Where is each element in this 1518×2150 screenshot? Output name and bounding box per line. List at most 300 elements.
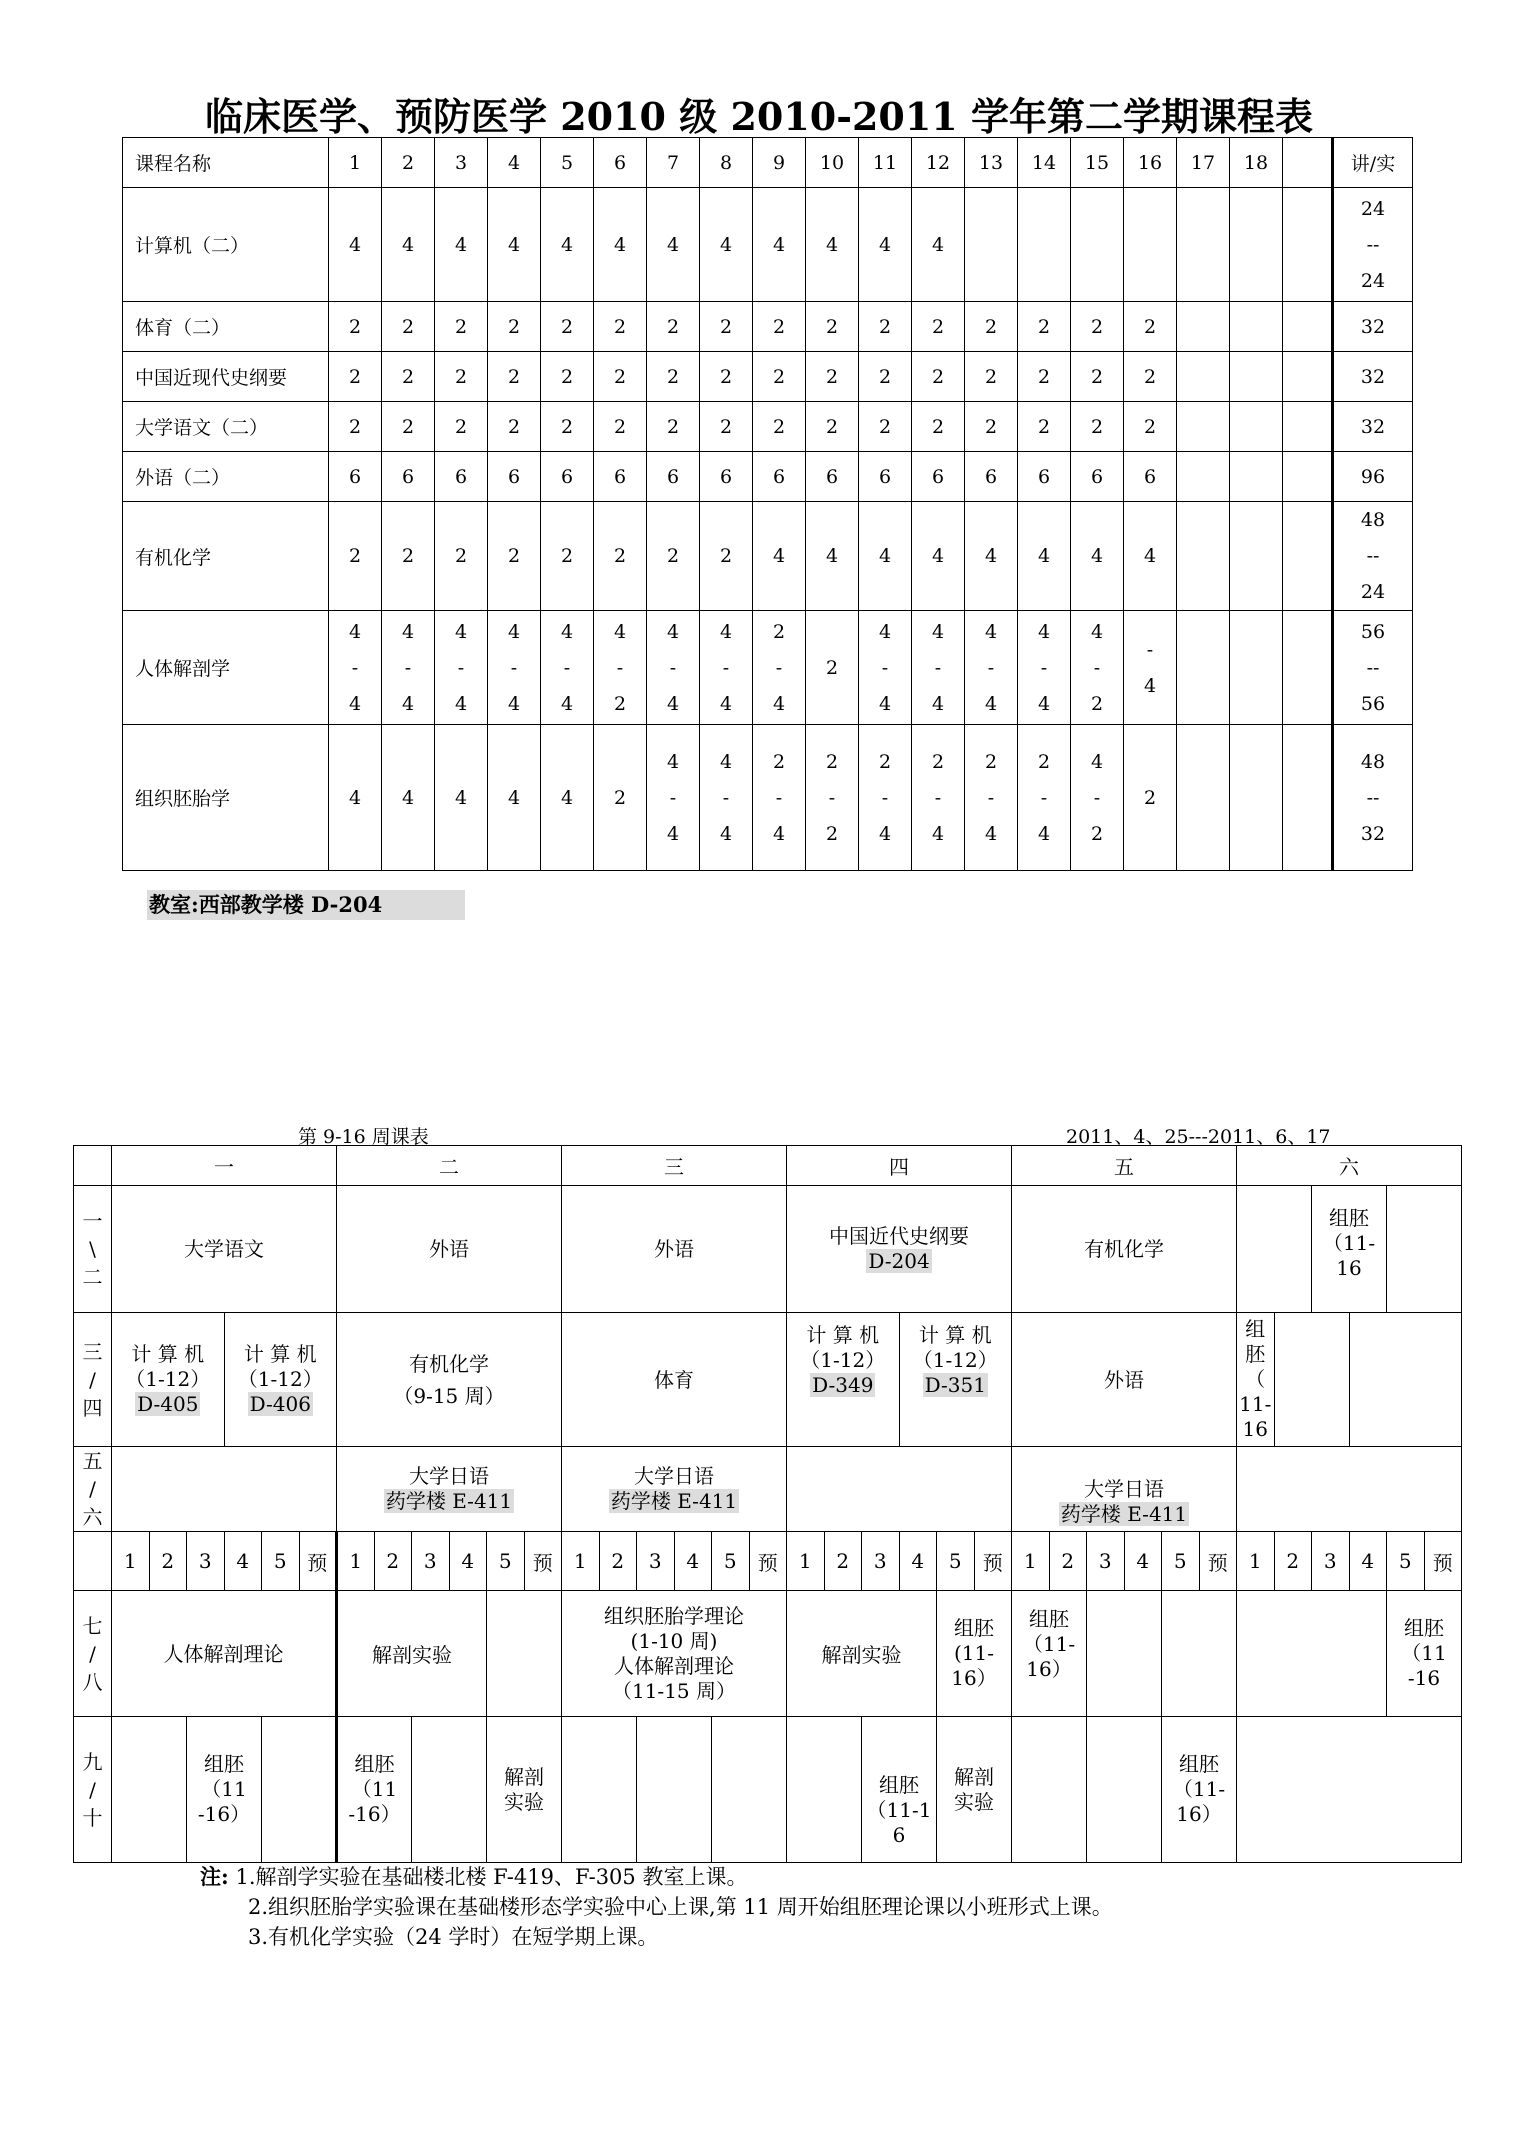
total-cell: 32 <box>1333 352 1413 402</box>
hours-cell <box>1230 352 1283 402</box>
slot-sat-910 <box>1237 1717 1462 1863</box>
slot-wed-56: 大学日语 药学楼 E-411 <box>562 1447 787 1532</box>
hours-cell: 2 <box>382 302 435 352</box>
hours-cell: 4 <box>488 725 541 871</box>
hours-cell: 6 <box>1018 452 1071 502</box>
slot-sat-12-c <box>1387 1186 1462 1313</box>
slot-sat-12-b: 组胚 （11- 16 <box>1312 1186 1387 1313</box>
hours-cell: 6 <box>965 452 1018 502</box>
hours-cell: 2 <box>1018 352 1071 402</box>
hours-cell: 4 - 4 <box>700 725 753 871</box>
hours-cell: 4 <box>700 188 753 302</box>
slot-sat-34-c <box>1349 1313 1462 1447</box>
hours-cell: 2 <box>647 352 700 402</box>
subcol-number: 1 <box>112 1532 150 1591</box>
hours-cell: 4 <box>912 502 965 611</box>
course-row <box>123 502 1413 611</box>
subcol-number: 2 <box>824 1532 862 1591</box>
slot-mon-12: 大学语文 <box>112 1186 337 1313</box>
slot-wed-910-c <box>712 1717 787 1863</box>
hours-cell: 2 <box>806 402 859 452</box>
slot-fri-34: 外语 <box>1012 1313 1237 1447</box>
subcol-number: 预 <box>974 1532 1012 1591</box>
hours-cell: 2 <box>806 302 859 352</box>
hours-cell: 2 <box>488 302 541 352</box>
hours-cell: 2 <box>1071 302 1124 352</box>
hours-cell: 2 <box>435 502 488 611</box>
week-header: 17 <box>1177 138 1230 188</box>
hours-cell: 2 <box>753 402 806 452</box>
hours-cell: 2 <box>700 502 753 611</box>
hours-cell: 2 <box>965 352 1018 402</box>
subcol-number: 1 <box>1237 1532 1275 1591</box>
schedule-caption: 第 9-16 周课表 <box>298 1126 429 1148</box>
slot-mon-78: 人体解剖理论 <box>112 1591 337 1717</box>
hours-cell: 2 <box>488 352 541 402</box>
subcol-corner <box>74 1532 112 1591</box>
hours-cell: 4 - 4 <box>382 611 435 725</box>
slot-sat-56 <box>1237 1447 1462 1532</box>
schedule-date-range: 2011、4、25---2011、6、17 <box>1066 1126 1331 1148</box>
hours-cell <box>1018 188 1071 302</box>
week-header: 4 <box>488 138 541 188</box>
slot-mon-910-a <box>112 1717 187 1863</box>
slot-tue-910-e: 解剖 实验 <box>487 1717 562 1863</box>
course-row <box>123 725 1413 871</box>
slot-wed-910-a <box>562 1717 637 1863</box>
course-name: 组织胚胎学 <box>123 725 329 871</box>
hours-cell: 4 <box>1124 502 1177 611</box>
hours-cell: 4 - 4 <box>700 611 753 725</box>
subcol-number: 1 <box>337 1532 375 1591</box>
week-header: 5 <box>541 138 594 188</box>
hours-cell: 6 <box>859 452 912 502</box>
slot-tue-34: 有机化学 （9-15 周） <box>337 1313 562 1447</box>
slot-thu-78-p: 组胚 (11- 16） <box>937 1591 1012 1717</box>
hours-cell: 6 <box>1124 452 1177 502</box>
week-header: 10 <box>806 138 859 188</box>
hours-cell <box>1071 188 1124 302</box>
hours-cell: 6 <box>753 452 806 502</box>
slot-wed-34: 体育 <box>562 1313 787 1447</box>
day-header: 六 <box>1237 1146 1462 1186</box>
hours-cell: 2 <box>329 302 382 352</box>
hours-cell: 4 <box>594 188 647 302</box>
subcol-number: 3 <box>1312 1532 1350 1591</box>
corner-cell <box>74 1146 112 1186</box>
subcol-number: 3 <box>1087 1532 1125 1591</box>
hours-cell: 6 <box>382 452 435 502</box>
hours-cell: 6 <box>806 452 859 502</box>
hours-cell: 2 - 4 <box>753 611 806 725</box>
course-hours-table <box>122 137 1413 871</box>
slot-mon-56 <box>112 1447 337 1532</box>
course-row <box>123 402 1413 452</box>
hours-cell: 4 <box>541 188 594 302</box>
slot-fri-78: 组胚 （11- 16） <box>1012 1591 1087 1717</box>
hours-cell: 2 <box>594 302 647 352</box>
hours-cell: 2 <box>541 502 594 611</box>
period-label: 五 / 六 <box>74 1447 112 1532</box>
subcol-number: 4 <box>449 1532 487 1591</box>
hours-cell: 2 <box>435 402 488 452</box>
day-header: 二 <box>337 1146 562 1186</box>
slot-thu-910-a <box>787 1717 862 1863</box>
slot-mon-910-c <box>262 1717 337 1863</box>
hours-cell: 4 <box>329 725 382 871</box>
hours-cell <box>1230 502 1283 611</box>
hours-cell: 4 <box>647 188 700 302</box>
week-header: 6 <box>594 138 647 188</box>
total-cell: 32 <box>1333 302 1413 352</box>
course-name: 人体解剖学 <box>123 611 329 725</box>
hours-cell: 6 <box>435 452 488 502</box>
hours-cell: 2 <box>1071 402 1124 452</box>
subcol-number: 2 <box>1274 1532 1312 1591</box>
day-header: 五 <box>1012 1146 1237 1186</box>
day-header: 三 <box>562 1146 787 1186</box>
spacer-cell <box>1283 725 1333 871</box>
hours-cell: 2 <box>1018 302 1071 352</box>
hours-cell: 2 <box>965 302 1018 352</box>
notes-label: 注: <box>200 1864 229 1889</box>
hours-cell: 2 <box>1124 352 1177 402</box>
slot-thu-34-a: 计 算 机 （1-12） D-349 <box>787 1313 900 1447</box>
slot-tue-56: 大学日语 药学楼 E-411 <box>337 1447 562 1532</box>
slot-wed-910-b <box>637 1717 712 1863</box>
slot-sat-12-a <box>1237 1186 1312 1313</box>
day-header: 一 <box>112 1146 337 1186</box>
hours-cell: 4 - 2 <box>594 611 647 725</box>
subcol-number: 预 <box>749 1532 787 1591</box>
slot-tue-78: 解剖实验 <box>337 1591 487 1717</box>
week-header: 7 <box>647 138 700 188</box>
hours-cell: 2 <box>541 352 594 402</box>
hours-cell: 2 <box>594 502 647 611</box>
slot-fri-78-b <box>1087 1591 1162 1717</box>
hours-cell: 2 <box>912 302 965 352</box>
subcol-number: 5 <box>487 1532 525 1591</box>
week-header: 11 <box>859 138 912 188</box>
hours-cell: 2 <box>488 502 541 611</box>
hours-cell <box>1177 352 1230 402</box>
course-row <box>123 188 1413 302</box>
hours-cell: 4 <box>806 502 859 611</box>
hours-cell: 2 <box>541 302 594 352</box>
slot-tue-910-b <box>412 1717 487 1863</box>
hours-cell: 2 - 4 <box>912 725 965 871</box>
subcol-number: 1 <box>787 1532 825 1591</box>
hours-cell: 2 <box>541 402 594 452</box>
hours-cell: 2 <box>753 302 806 352</box>
subcol-number: 5 <box>937 1532 975 1591</box>
slot-thu-910: 组胚 （11-1 6 <box>862 1717 937 1863</box>
hours-cell: 4 <box>859 502 912 611</box>
subcol-number: 4 <box>224 1532 262 1591</box>
course-row <box>123 352 1413 402</box>
hours-cell: 2 <box>647 402 700 452</box>
slot-fri-78-c <box>1162 1591 1237 1717</box>
hours-cell: 2 <box>488 402 541 452</box>
hours-cell: 4 - 4 <box>1018 611 1071 725</box>
subcol-number: 2 <box>1049 1532 1087 1591</box>
subcol-number: 预 <box>524 1532 562 1591</box>
hours-cell: 2 <box>382 502 435 611</box>
hours-cell: 4 <box>382 188 435 302</box>
note-3: 3.有机化学实验（24 学时）在短学期上课。 <box>248 1925 659 1949</box>
week-header: 3 <box>435 138 488 188</box>
slot-fri-910: 组胚 （11- 16） <box>1162 1717 1237 1863</box>
period-label: 九 / 十 <box>74 1717 112 1863</box>
classroom-label: 教室:西部教学楼 D-204 <box>147 890 465 920</box>
subcol-number: 3 <box>862 1532 900 1591</box>
hours-cell: 6 <box>329 452 382 502</box>
hours-cell <box>1230 611 1283 725</box>
hours-cell: 4 - 4 <box>435 611 488 725</box>
hours-cell: 4 <box>859 188 912 302</box>
hours-cell: 2 - 2 <box>806 725 859 871</box>
subcol-number: 预 <box>1199 1532 1237 1591</box>
hours-cell: 4 <box>1018 502 1071 611</box>
week-header: 16 <box>1124 138 1177 188</box>
spacer-cell <box>1283 138 1333 188</box>
hours-cell <box>1177 402 1230 452</box>
total-cell: 96 <box>1333 452 1413 502</box>
week-header: 1 <box>329 138 382 188</box>
slot-fri-12: 有机化学 <box>1012 1186 1237 1313</box>
hours-cell: 4 <box>965 502 1018 611</box>
hours-cell: 2 <box>594 402 647 452</box>
header-course-name: 课程名称 <box>123 138 329 188</box>
hours-cell: 4 - 2 <box>1071 611 1124 725</box>
hours-cell: 2 <box>594 725 647 871</box>
hours-cell: 6 <box>594 452 647 502</box>
period-label: 一 \ 二 <box>74 1186 112 1313</box>
hours-cell: 2 - 4 <box>753 725 806 871</box>
week-header: 14 <box>1018 138 1071 188</box>
week-header: 8 <box>700 138 753 188</box>
hours-cell <box>1177 502 1230 611</box>
hours-cell <box>1177 725 1230 871</box>
subcol-number: 1 <box>1012 1532 1050 1591</box>
hours-cell <box>1230 725 1283 871</box>
hours-cell <box>1177 611 1230 725</box>
hours-cell: 4 <box>435 725 488 871</box>
spacer-cell <box>1283 188 1333 302</box>
slot-mon-34-a: 计 算 机 （1-12） D-405 <box>112 1313 225 1447</box>
spacer-cell <box>1283 402 1333 452</box>
subcol-number: 5 <box>262 1532 300 1591</box>
hours-cell: 4 - 4 <box>329 611 382 725</box>
hours-cell: 2 <box>435 302 488 352</box>
hours-cell: 2 <box>1124 302 1177 352</box>
course-row <box>123 302 1413 352</box>
subcol-number: 5 <box>1387 1532 1425 1591</box>
hours-cell: 2 <box>700 352 753 402</box>
hours-cell: 2 <box>700 402 753 452</box>
hours-cell: 2 <box>912 352 965 402</box>
slot-wed-78: 组织胚胎学理论 (1-10 周) 人体解剖理论 （11-15 周） <box>562 1591 787 1717</box>
course-name: 大学语文（二） <box>123 402 329 452</box>
slot-sat-34-b <box>1274 1313 1349 1447</box>
hours-cell <box>1177 452 1230 502</box>
slot-wed-12: 外语 <box>562 1186 787 1313</box>
week-header: 13 <box>965 138 1018 188</box>
hours-cell: 2 <box>965 402 1018 452</box>
hours-cell: 4 <box>541 725 594 871</box>
course-row <box>123 611 1413 725</box>
page-title: 临床医学、预防医学 2010 级 2010-2011 学年第二学期课程表 <box>205 94 1313 139</box>
hours-cell: 2 <box>806 352 859 402</box>
week-header: 15 <box>1071 138 1124 188</box>
spacer-cell <box>1283 452 1333 502</box>
hours-cell: 2 <box>382 402 435 452</box>
hours-cell: 2 <box>594 352 647 402</box>
course-name: 中国近现代史纲要 <box>123 352 329 402</box>
hours-cell: 4 - 4 <box>912 611 965 725</box>
hours-cell: 2 <box>1124 402 1177 452</box>
subcol-number: 3 <box>187 1532 225 1591</box>
hours-cell <box>1230 302 1283 352</box>
hours-cell: 2 - 4 <box>965 725 1018 871</box>
hours-cell: 4 - 4 <box>488 611 541 725</box>
hours-cell: 2 <box>859 402 912 452</box>
hours-cell: 2 <box>859 352 912 402</box>
hours-cell: 2 <box>859 302 912 352</box>
hours-cell: 4 <box>488 188 541 302</box>
hours-cell: 2 <box>647 302 700 352</box>
total-cell: 32 <box>1333 402 1413 452</box>
subcol-number: 2 <box>374 1532 412 1591</box>
hours-cell <box>1177 302 1230 352</box>
slot-tue-12: 外语 <box>337 1186 562 1313</box>
hours-cell: 6 <box>912 452 965 502</box>
hours-cell: 2 <box>382 352 435 402</box>
week-header: 9 <box>753 138 806 188</box>
note-1: 1.解剖学实验在基础楼北楼 F-419、F-305 教室上课。 <box>235 1865 748 1889</box>
hours-cell: 6 <box>541 452 594 502</box>
subcol-number: 4 <box>1124 1532 1162 1591</box>
note-2: 2.组织胚胎学实验课在基础楼形态学实验中心上课,第 11 周开始组胚理论课以小班形式上课。 <box>248 1895 1113 1919</box>
hours-cell: 6 <box>700 452 753 502</box>
hours-cell: 2 <box>1018 402 1071 452</box>
subcol-number: 预 <box>1424 1532 1462 1591</box>
week-header: 12 <box>912 138 965 188</box>
subcol-number: 3 <box>637 1532 675 1591</box>
hours-cell: 4 <box>753 502 806 611</box>
total-cell: 56 -- 56 <box>1333 611 1413 725</box>
room: D-204 <box>868 1249 930 1273</box>
week-header: 2 <box>382 138 435 188</box>
hours-cell <box>1230 452 1283 502</box>
spacer-cell <box>1283 502 1333 611</box>
course-name: 有机化学 <box>123 502 329 611</box>
hours-cell <box>965 188 1018 302</box>
slot-fri-910-a <box>1012 1717 1087 1863</box>
hours-cell: 4 <box>329 188 382 302</box>
hours-cell: 4 - 4 <box>859 611 912 725</box>
spacer-cell <box>1283 352 1333 402</box>
spacer-cell <box>1283 611 1333 725</box>
subcol-number: 4 <box>899 1532 937 1591</box>
subcol-number: 5 <box>712 1532 750 1591</box>
hours-cell: 6 <box>647 452 700 502</box>
total-cell: 24 -- 24 <box>1333 188 1413 302</box>
course-name: 计算机（二） <box>123 188 329 302</box>
slot-thu-56 <box>787 1447 1012 1532</box>
hours-cell: 4 - 4 <box>541 611 594 725</box>
subcol-number: 2 <box>599 1532 637 1591</box>
hours-cell: 2 <box>700 302 753 352</box>
week-header: 18 <box>1230 138 1283 188</box>
slot-sat-78-a <box>1237 1591 1387 1717</box>
weekly-schedule-table <box>73 1145 1462 1863</box>
hours-cell: 2 <box>1124 725 1177 871</box>
hours-cell <box>1230 188 1283 302</box>
subcol-number: 1 <box>562 1532 600 1591</box>
slot-thu-34-b: 计 算 机 （1-12） D-351 <box>899 1313 1012 1447</box>
slot-tue-78-b <box>487 1591 562 1717</box>
course-row <box>123 452 1413 502</box>
hours-cell: 2 <box>1071 352 1124 402</box>
total-cell: 48 -- 24 <box>1333 502 1413 611</box>
slot-fri-910-b <box>1087 1717 1162 1863</box>
hours-cell <box>1230 402 1283 452</box>
period-label: 七 / 八 <box>74 1591 112 1717</box>
hours-cell: 6 <box>488 452 541 502</box>
header-total: 讲/实 <box>1333 138 1413 188</box>
period-label: 三 / 四 <box>74 1313 112 1447</box>
subcol-number: 5 <box>1162 1532 1200 1591</box>
hours-cell: 4 - 4 <box>965 611 1018 725</box>
hours-cell: 4 - 2 <box>1071 725 1124 871</box>
slot-sat-34-a: 组 胚 （ 11- 16 <box>1237 1313 1275 1447</box>
hours-cell: 2 - 4 <box>1018 725 1071 871</box>
slot-mon-34-b: 计 算 机 （1-12） D-406 <box>224 1313 337 1447</box>
slot-fri-56: 大学日语 药学楼 E-411 <box>1012 1447 1237 1532</box>
hours-cell: 4 <box>912 188 965 302</box>
hours-cell: 2 <box>647 502 700 611</box>
hours-cell: 4 <box>435 188 488 302</box>
course-name: 外语（二） <box>123 452 329 502</box>
hours-cell: 4 <box>1071 502 1124 611</box>
notes <box>200 1862 1113 1952</box>
hours-cell: 4 <box>382 725 435 871</box>
hours-cell: 4 - 4 <box>647 725 700 871</box>
course-name: 中国近代史纲要 <box>829 1224 969 1248</box>
subcol-number: 4 <box>674 1532 712 1591</box>
subcol-number: 预 <box>299 1532 337 1591</box>
hours-cell: 2 <box>806 611 859 725</box>
hours-cell: 4 <box>753 188 806 302</box>
day-header: 四 <box>787 1146 1012 1186</box>
slot-thu-910-p: 解剖 实验 <box>937 1717 1012 1863</box>
hours-cell: 2 - 4 <box>859 725 912 871</box>
hours-cell: 2 <box>329 502 382 611</box>
hours-cell: 2 <box>329 402 382 452</box>
slot-sat-78: 组胚 （11 -16 <box>1387 1591 1462 1717</box>
subcol-number: 4 <box>1349 1532 1387 1591</box>
slot-thu-12 <box>787 1186 1012 1313</box>
hours-cell: 2 <box>912 402 965 452</box>
slot-tue-910: 组胚 （11 -16） <box>337 1717 412 1863</box>
hours-cell: 2 <box>435 352 488 402</box>
hours-cell: 2 <box>753 352 806 402</box>
hours-cell: - 4 <box>1124 611 1177 725</box>
subcol-number: 2 <box>149 1532 187 1591</box>
hours-cell: 4 <box>806 188 859 302</box>
slot-mon-910: 组胚 （11 -16） <box>187 1717 262 1863</box>
